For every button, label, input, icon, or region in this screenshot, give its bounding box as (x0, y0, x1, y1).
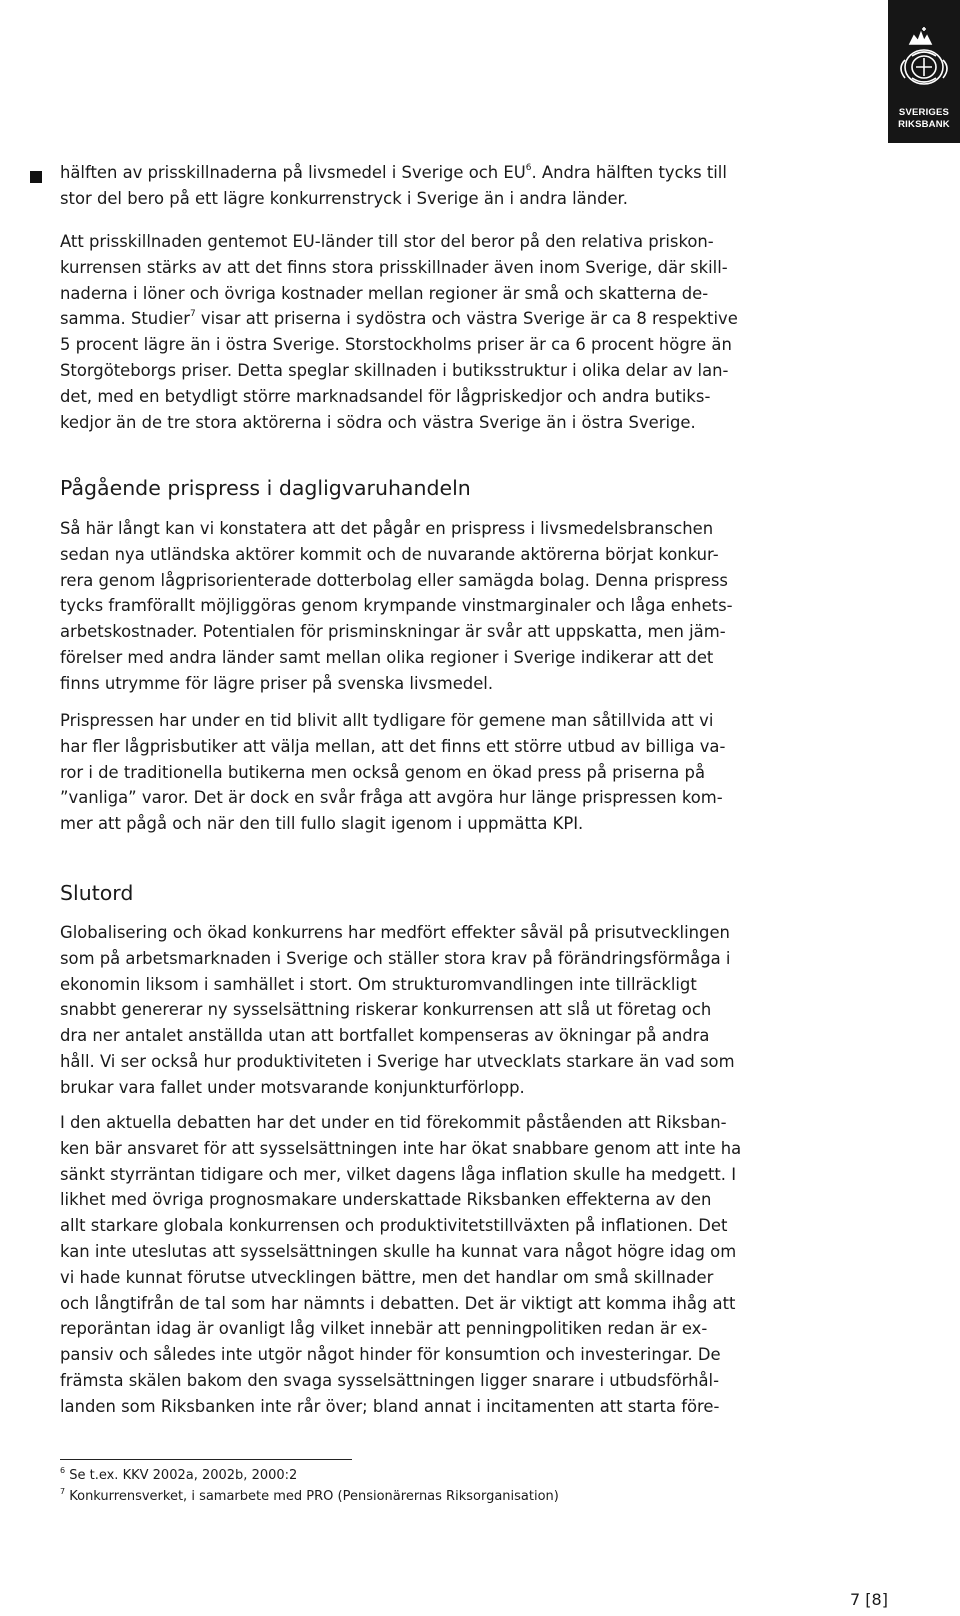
text-line: har fler lågprisbutiker att välja mellan, att det finns ett större utbud av billiga va- (60, 736, 726, 756)
text-line: rera genom lågprisorienterade dotterbolag eller samägda bolag. Denna prispress (60, 570, 728, 590)
text-line: mer att pågå och när den till fullo slagit igenom i uppmätta KPI. (60, 814, 584, 834)
text-line: Prispressen har under en tid blivit allt tydligare för gemene man såtillvida att vi (60, 711, 714, 730)
text-line: förelser med andra länder samt mellan olika regioner i Sverige indikerar att det (60, 647, 714, 667)
text-run: . Andra hälften tycks till (531, 163, 727, 182)
text-line (60, 306, 850, 332)
text-line: finns utrymme för lägre priser på svenska livsmedel. (60, 673, 494, 693)
footnote-ref-6[interactable]: 6 (525, 163, 532, 173)
text-run: samma. Studier (60, 309, 190, 329)
text-line: naderna i löner och övriga kostnader mellan regioner är små och skatterna de- (60, 283, 709, 303)
text-line: likhet med övriga prognosmakare underskattade Riksbanken effekterna av den (60, 1190, 712, 1210)
text-line: sedan nya utländska aktörer kommit och de nuvarande aktörerna börjat konkur- (60, 544, 719, 564)
text-line: kedjor än de tre stora aktörerna i södra och västra Sverige än i östra Sverige. (60, 412, 696, 432)
text-line: stor del bero på ett lägre konkurrenstryck i Sverige än i andra länder. (60, 188, 628, 208)
paragraph-6 (60, 1110, 850, 1420)
text-line: ken bär ansvaret för att sysselsättningen inte har ökat snabbare genom att inte ha (60, 1138, 742, 1158)
footnote-number: 7 (60, 1487, 66, 1496)
text-line: och långtifrån de tal som har nämnts i debatten. Det är viktigt att komma ihåg att (60, 1293, 736, 1313)
text-run: hälften av prisskillnaderna på livsmedel i Sverige och EU (60, 163, 526, 182)
heading-slutord: Slutord (60, 881, 134, 905)
footnote-text: Konkurrensverket, i samarbete med PRO (Pensionärernas Riksorganisation) (69, 1489, 559, 1504)
footnote-ref-7[interactable]: 7 (189, 309, 196, 320)
heading-prispress: Pågående prispress i dagligvaruhandeln (60, 476, 471, 500)
text-line: ekonomin liksom i samhället i stort. Om strukturomvandlingen inte tillräckligt (60, 974, 697, 994)
paragraph-5 (60, 920, 850, 1101)
footnote-number: 6 (60, 1466, 66, 1475)
text-line: Att prisskillnaden gentemot EU-länder till stor del beror på den relativa priskon- (60, 232, 714, 251)
logo-text-sveriges: SVERIGES (898, 107, 950, 118)
text-line: landen som Riksbanken inte rår över; bland annat i incitamenten att starta före- (60, 1396, 720, 1416)
footnote-7 (60, 1488, 559, 1506)
paragraph-3 (60, 516, 850, 697)
page-number: 7 [8] (850, 1590, 888, 1609)
paragraph-1-text (60, 160, 850, 212)
text-line (60, 160, 850, 186)
footnote-divider (60, 1459, 352, 1460)
text-line: ror i de traditionella butikerna men också genom en ökad press på priserna på (60, 762, 705, 782)
paragraph-4-text (60, 708, 850, 837)
paragraph-6-text (60, 1110, 850, 1420)
text-line: kan inte uteslutas att sysselsättningen skulle ha kunnat vara något högre idag om (60, 1241, 737, 1261)
text-line: reporäntan idag är ovanligt låg vilket innebär att penningpolitiken redan är ex- (60, 1319, 708, 1339)
text-line: arbetskostnader. Potentialen för prisminskningar är svår att uppskatta, men jäm- (60, 622, 726, 642)
paragraph-1 (60, 160, 850, 212)
logo-text-riksbank: RIKSBANK (898, 119, 950, 130)
text-line: kurrensen stärks av att det finns stora prisskillnader även inom Sverige, där skill- (60, 257, 728, 277)
paragraph-5-text (60, 920, 850, 1101)
riksbank-crest-icon (888, 0, 960, 100)
text-run: visar att priserna i sydöstra och västra Sverige är ca 8 respektive (195, 309, 738, 329)
text-line: snabbt genererar ny sysselsättning riskerar konkurrensen att slå ut företag och (60, 1000, 712, 1020)
text-line: håll. Vi ser också hur produktiviteten i Sverige har utvecklats starkare än vad som (60, 1051, 735, 1071)
text-line: tycks framförallt möjliggöras genom krympande vinstmarginaler och låga enhets- (60, 596, 733, 616)
text-line: Så här långt kan vi konstatera att det pågår en prispress i livsmedelsbranschen (60, 519, 714, 538)
text-line: dra ner antalet anställda utan att bortfallet kompenseras av ökningar på andra (60, 1026, 710, 1046)
text-line: sänkt styrräntan tidigare och mer, vilket dagens låga inflation skulle ha medgett. I (60, 1164, 737, 1184)
text-line: Globalisering och ökad konkurrens har medfört effekter såväl på prisutvecklingen (60, 923, 730, 942)
text-line: som på arbetsmarknaden i Sverige och ställer stora krav på förändringsförmåga i (60, 948, 731, 968)
text-line: vi hade kunnat förutse utvecklingen bättre, men det handlar om små skillnader (60, 1267, 714, 1287)
footnote-text: Se t.ex. KKV 2002a, 2002b, 2000:2 (69, 1468, 298, 1483)
paragraph-2-text (60, 229, 850, 435)
text-line: Storgöteborgs priser. Detta speglar skillnaden i butiksstruktur i olika delar av lan- (60, 360, 729, 380)
section-marker (30, 171, 42, 183)
text-line: det, med en betydligt större marknadsandel för lågpriskedjor och andra butiks- (60, 386, 711, 406)
text-line: ”vanliga” varor. Det är dock en svår fråga att avgöra hur länge prispressen kom- (60, 788, 723, 808)
riksbank-logo (888, 0, 960, 143)
text-line: 5 procent lägre än i östra Sverige. Storstockholms priser är ca 6 procent högre än (60, 335, 732, 355)
text-line: allt starkare globala konkurrensen och produktivitetstillväxten på inflationen. Det (60, 1216, 728, 1236)
paragraph-3-text (60, 516, 850, 697)
text-line: brukar vara fallet under motsvarande konjunkturförlopp. (60, 1077, 525, 1097)
footnote-6 (60, 1467, 297, 1485)
text-line: pansiv och således inte utgör något hinder för konsumtion och investeringar. De (60, 1345, 721, 1365)
text-line: I den aktuella debatten har det under en tid förekommit påståenden att Riksban- (60, 1113, 727, 1132)
paragraph-4 (60, 708, 850, 837)
text-line: främsta skälen bakom den svaga sysselsättningen ligger snarare i utbudsförhål- (60, 1370, 720, 1390)
paragraph-2 (60, 229, 850, 435)
